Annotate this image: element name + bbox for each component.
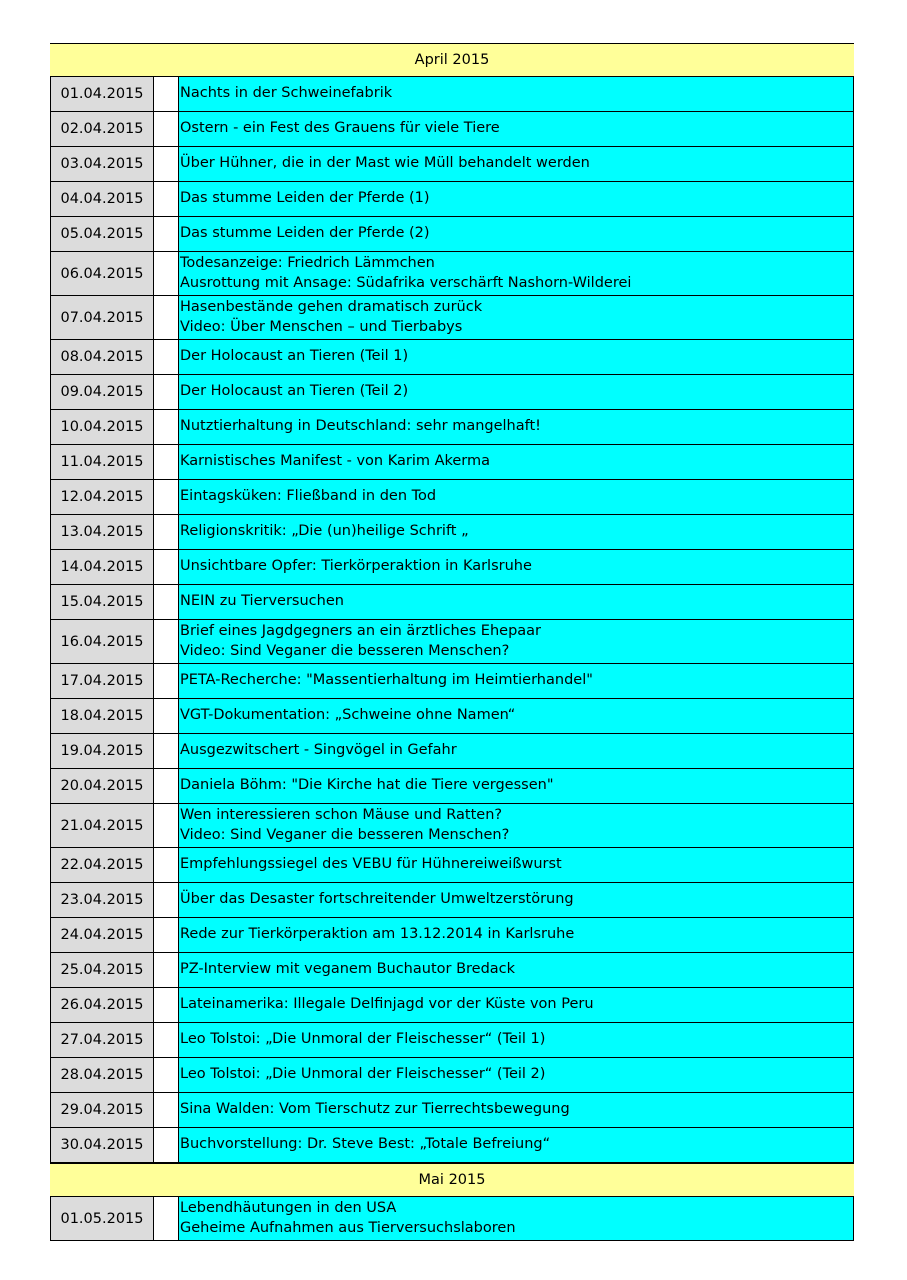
title-cell — [179, 217, 854, 251]
table-row — [50, 340, 854, 375]
title-line: PZ-Interview mit veganem Buchautor Bredack — [180, 961, 516, 978]
table-row — [50, 410, 854, 445]
table-row — [50, 77, 854, 112]
table-row — [50, 550, 854, 585]
title-line: Der Holocaust an Tieren (Teil 1) — [180, 348, 409, 365]
title-line: Ostern - ein Fest des Grauens für viele Tiere — [180, 120, 500, 137]
date-cell: 12.04.2015 — [50, 480, 154, 514]
empty-cell — [154, 734, 179, 768]
empty-cell — [154, 515, 179, 549]
title-cell — [179, 1023, 854, 1057]
month-header: Mai 2015 — [50, 1163, 854, 1197]
date-cell: 09.04.2015 — [50, 375, 154, 409]
date-cell: 27.04.2015 — [50, 1023, 154, 1057]
empty-cell — [154, 769, 179, 803]
title-cell — [179, 1128, 854, 1162]
title-line: Karnistisches Manifest - von Karim Akerma — [180, 453, 491, 470]
date-cell: 28.04.2015 — [50, 1058, 154, 1092]
date-cell: 02.04.2015 — [50, 112, 154, 146]
date-cell: 06.04.2015 — [50, 252, 154, 295]
empty-cell — [154, 804, 179, 847]
title-cell — [179, 77, 854, 111]
title-line: Video: Über Menschen – und Tierbabys — [180, 318, 463, 335]
table-row — [50, 1128, 854, 1163]
date-cell: 21.04.2015 — [50, 804, 154, 847]
empty-cell — [154, 410, 179, 444]
title-cell — [179, 182, 854, 216]
schedule-table — [50, 43, 854, 1241]
empty-cell — [154, 918, 179, 952]
title-cell — [179, 252, 854, 295]
table-row — [50, 217, 854, 252]
date-cell: 15.04.2015 — [50, 585, 154, 619]
table-row — [50, 1197, 854, 1241]
date-cell: 05.04.2015 — [50, 217, 154, 251]
title-cell — [179, 848, 854, 882]
empty-cell — [154, 1058, 179, 1092]
table-row — [50, 375, 854, 410]
date-cell: 13.04.2015 — [50, 515, 154, 549]
title-cell — [179, 953, 854, 987]
title-line: Brief eines Jagdgegners an ein ärztliches Ehepaar — [180, 623, 542, 639]
title-cell — [179, 340, 854, 374]
table-row — [50, 769, 854, 804]
table-row — [50, 585, 854, 620]
title-line: Eintagsküken: Fließband in den Tod — [180, 488, 437, 505]
title-line: VGT-Dokumentation: „Schweine ohne Namen“ — [180, 707, 516, 724]
empty-cell — [154, 620, 179, 663]
date-cell: 24.04.2015 — [50, 918, 154, 952]
title-line: Wen interessieren schon Mäuse und Ratten? — [180, 807, 503, 823]
title-line: Das stumme Leiden der Pferde (2) — [180, 225, 430, 242]
title-line: Unsichtbare Opfer: Tierkörperaktion in Karlsruhe — [180, 558, 532, 575]
title-cell — [179, 1197, 854, 1240]
table-row — [50, 1023, 854, 1058]
empty-cell — [154, 988, 179, 1022]
table-row — [50, 296, 854, 340]
empty-cell — [154, 217, 179, 251]
title-line: Der Holocaust an Tieren (Teil 2) — [180, 383, 409, 400]
table-row — [50, 664, 854, 699]
empty-cell — [154, 147, 179, 181]
date-cell: 19.04.2015 — [50, 734, 154, 768]
empty-cell — [154, 1093, 179, 1127]
date-cell: 26.04.2015 — [50, 988, 154, 1022]
title-cell — [179, 585, 854, 619]
date-cell: 20.04.2015 — [50, 769, 154, 803]
empty-cell — [154, 296, 179, 339]
title-cell — [179, 515, 854, 549]
title-line: Lebendhäutungen in den USA — [180, 1200, 397, 1216]
empty-cell — [154, 1128, 179, 1162]
title-cell — [179, 1093, 854, 1127]
empty-cell — [154, 375, 179, 409]
title-cell — [179, 769, 854, 803]
date-cell: 18.04.2015 — [50, 699, 154, 733]
title-line: Ausgezwitschert - Singvögel in Gefahr — [180, 742, 457, 759]
table-row — [50, 445, 854, 480]
empty-cell — [154, 1197, 179, 1240]
date-cell: 04.04.2015 — [50, 182, 154, 216]
date-cell: 10.04.2015 — [50, 410, 154, 444]
title-line: Leo Tolstoi: „Die Unmoral der Fleischesser“ (Teil 1) — [180, 1031, 546, 1048]
title-cell — [179, 410, 854, 444]
empty-cell — [154, 585, 179, 619]
title-line: Ausrottung mit Ansage: Südafrika verschärft Nashorn-Wilderei — [180, 274, 632, 291]
empty-cell — [154, 445, 179, 479]
title-cell — [179, 804, 854, 847]
table-row — [50, 1058, 854, 1093]
date-cell: 23.04.2015 — [50, 883, 154, 917]
table-row — [50, 804, 854, 848]
empty-cell — [154, 182, 179, 216]
title-line: Sina Walden: Vom Tierschutz zur Tierrechtsbewegung — [180, 1101, 570, 1118]
date-cell: 22.04.2015 — [50, 848, 154, 882]
table-row — [50, 699, 854, 734]
title-line: NEIN zu Tierversuchen — [180, 593, 344, 610]
title-cell — [179, 296, 854, 339]
date-cell: 29.04.2015 — [50, 1093, 154, 1127]
title-cell — [179, 375, 854, 409]
date-cell: 08.04.2015 — [50, 340, 154, 374]
title-line: Nachts in der Schweinefabrik — [180, 85, 393, 102]
title-cell — [179, 550, 854, 584]
table-row — [50, 883, 854, 918]
title-line: Über das Desaster fortschreitender Umweltzerstörung — [180, 891, 574, 908]
table-row — [50, 182, 854, 217]
table-row — [50, 918, 854, 953]
title-line: Geheime Aufnahmen aus Tierversuchslaboren — [180, 1219, 516, 1236]
title-line: Nutztierhaltung in Deutschland: sehr mangelhaft! — [180, 418, 541, 435]
title-line: Video: Sind Veganer die besseren Menschen? — [180, 642, 510, 659]
table-row — [50, 480, 854, 515]
title-line: Rede zur Tierkörperaktion am 13.12.2014 in Karlsruhe — [180, 926, 575, 943]
empty-cell — [154, 699, 179, 733]
empty-cell — [154, 252, 179, 295]
title-cell — [179, 664, 854, 698]
empty-cell — [154, 480, 179, 514]
title-cell — [179, 445, 854, 479]
title-line: Todesanzeige: Friedrich Lämmchen — [180, 255, 435, 271]
date-cell: 01.04.2015 — [50, 77, 154, 111]
empty-cell — [154, 848, 179, 882]
title-line: Religionskritik: „Die (un)heilige Schrift „ — [180, 523, 469, 540]
title-cell — [179, 883, 854, 917]
table-row — [50, 620, 854, 664]
title-cell — [179, 918, 854, 952]
month-header: April 2015 — [50, 43, 854, 77]
empty-cell — [154, 550, 179, 584]
title-line: PETA-Recherche: "Massentierhaltung im Heimtierhandel" — [180, 672, 593, 689]
title-cell — [179, 112, 854, 146]
date-cell: 14.04.2015 — [50, 550, 154, 584]
table-row — [50, 112, 854, 147]
date-cell: 17.04.2015 — [50, 664, 154, 698]
title-line: Leo Tolstoi: „Die Unmoral der Fleischesser“ (Teil 2) — [180, 1066, 546, 1083]
title-line: Lateinamerika: Illegale Delfinjagd vor der Küste von Peru — [180, 996, 594, 1013]
table-row — [50, 953, 854, 988]
title-line: Über Hühner, die in der Mast wie Müll behandelt werden — [180, 155, 590, 172]
title-cell — [179, 734, 854, 768]
title-line: Das stumme Leiden der Pferde (1) — [180, 190, 430, 207]
title-line: Empfehlungssiegel des VEBU für Hühnereiweißwurst — [180, 856, 562, 873]
date-cell: 16.04.2015 — [50, 620, 154, 663]
date-cell: 01.05.2015 — [50, 1197, 154, 1240]
title-cell — [179, 480, 854, 514]
table-row — [50, 848, 854, 883]
empty-cell — [154, 664, 179, 698]
title-cell — [179, 699, 854, 733]
empty-cell — [154, 340, 179, 374]
table-row — [50, 252, 854, 296]
date-cell: 30.04.2015 — [50, 1128, 154, 1162]
empty-cell — [154, 1023, 179, 1057]
empty-cell — [154, 883, 179, 917]
date-cell: 07.04.2015 — [50, 296, 154, 339]
empty-cell — [154, 112, 179, 146]
empty-cell — [154, 953, 179, 987]
table-row — [50, 1093, 854, 1128]
table-row — [50, 988, 854, 1023]
title-cell — [179, 620, 854, 663]
table-row — [50, 515, 854, 550]
title-cell — [179, 147, 854, 181]
title-line: Video: Sind Veganer die besseren Menschen? — [180, 826, 510, 843]
table-row — [50, 734, 854, 769]
title-line: Hasenbestände gehen dramatisch zurück — [180, 299, 483, 315]
date-cell: 11.04.2015 — [50, 445, 154, 479]
date-cell: 03.04.2015 — [50, 147, 154, 181]
date-cell: 25.04.2015 — [50, 953, 154, 987]
title-cell — [179, 1058, 854, 1092]
title-line: Daniela Böhm: "Die Kirche hat die Tiere vergessen" — [180, 777, 554, 794]
empty-cell — [154, 77, 179, 111]
title-cell — [179, 988, 854, 1022]
table-row — [50, 147, 854, 182]
title-line: Buchvorstellung: Dr. Steve Best: „Totale Befreiung“ — [180, 1136, 551, 1153]
